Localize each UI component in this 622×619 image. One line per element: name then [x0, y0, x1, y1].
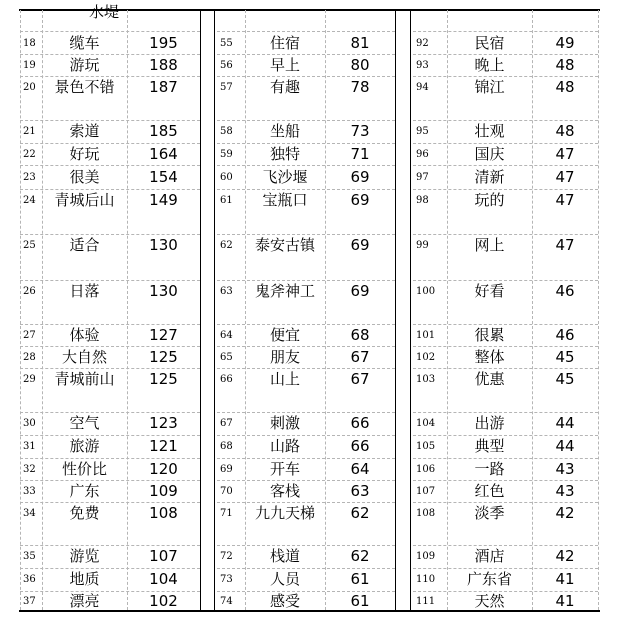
word-cell: 天然: [474, 592, 505, 610]
count-cell: 188: [149, 55, 178, 74]
word-cell: 国庆: [474, 144, 505, 163]
rank-cell: 25: [23, 240, 36, 251]
rank-cell: 20: [23, 82, 36, 93]
count-cell: 107: [149, 547, 178, 565]
rank-cell: 27: [23, 329, 36, 341]
count-cell: 195: [149, 33, 178, 52]
rank-cell: 72: [220, 551, 233, 562]
word-cell: 有趣: [269, 78, 300, 96]
count-cell: 48: [555, 55, 575, 74]
count-cell: 42: [555, 504, 575, 522]
rank-cell: 63: [220, 286, 233, 297]
right-edge: [598, 10, 599, 610]
word-cell: 一路: [474, 459, 505, 478]
word-cell: 日落: [69, 282, 100, 300]
word-cell: 青城前山: [54, 370, 115, 388]
rank-cell: 33: [23, 485, 36, 497]
count-cell: 61: [350, 570, 370, 588]
word-cell: 红色: [474, 481, 505, 500]
count-cell: 61: [350, 592, 370, 610]
count-cell: 69: [350, 282, 370, 300]
word-cell: 飞沙堰: [262, 167, 308, 186]
word-cell: 住宿: [269, 33, 300, 52]
word-cell: 免费: [69, 504, 100, 522]
word-cell: 优惠: [474, 370, 505, 388]
word-cell: 客栈: [269, 481, 300, 500]
rank-cell: 92: [416, 37, 429, 49]
count-cell: 187: [149, 78, 178, 96]
rank-cell: 28: [23, 351, 36, 363]
word-cell: 开车: [269, 459, 300, 478]
word-cell: 网上: [474, 236, 505, 254]
word-cell: 很美: [69, 167, 100, 186]
count-cell: 62: [350, 547, 370, 565]
count-cell: 44: [555, 414, 575, 432]
word-cell: 好看: [474, 282, 505, 300]
word-cell: 栈道: [269, 547, 300, 565]
rank-cell: 95: [416, 126, 429, 137]
count-cell: 164: [149, 144, 178, 163]
count-cell: 48: [555, 122, 575, 140]
rank-cell: 71: [220, 508, 233, 519]
rank-cell: 104: [416, 418, 436, 429]
rank-cell: 69: [220, 463, 233, 475]
word-cell: 坐船: [269, 122, 300, 140]
rank-cell: 36: [23, 574, 36, 585]
word-cell: 锦江: [474, 78, 505, 96]
word-cell: 索道: [69, 122, 100, 140]
count-cell: 125: [149, 370, 178, 388]
rank-cell: 110: [416, 574, 436, 585]
count-cell: 130: [149, 236, 178, 254]
rank-cell: 109: [416, 551, 436, 562]
count-cell: 44: [555, 437, 575, 455]
count-cell: 47: [555, 236, 575, 254]
rank-cell: 58: [220, 126, 233, 137]
word-cell: 泰安古镇: [254, 236, 315, 254]
word-cell: 晚上: [474, 55, 505, 74]
word-cell: 空气: [69, 414, 100, 432]
rank-cell: 21: [23, 126, 36, 137]
rank-cell: 18: [23, 37, 36, 49]
rank-cell: 55: [220, 37, 233, 49]
count-cell: 149: [149, 191, 178, 209]
rank-cell: 70: [220, 485, 233, 497]
count-cell: 67: [350, 347, 370, 366]
rank-cell: 31: [23, 441, 36, 452]
count-cell: 45: [555, 370, 575, 388]
rank-cell: 59: [220, 148, 233, 160]
word-cell: 游览: [69, 547, 100, 565]
rank-cell: 97: [416, 171, 429, 183]
rank-cell: 96: [416, 148, 429, 160]
word-cell: 很累: [474, 325, 505, 344]
count-cell: 46: [555, 325, 575, 344]
rank-cell: 24: [23, 195, 36, 206]
word-cell: 鬼斧神工: [254, 282, 315, 300]
rank-cell: 57: [220, 82, 233, 93]
word-cell: 便宜: [269, 325, 300, 344]
rank-cell: 61: [220, 195, 233, 206]
rank-cell: 30: [23, 418, 36, 429]
rank-cell: 65: [220, 351, 233, 363]
count-cell: 62: [350, 504, 370, 522]
top-fragment: 水堤: [88, 3, 119, 21]
count-cell: 42: [555, 547, 575, 565]
word-cell: 早上: [269, 55, 300, 74]
count-cell: 81: [350, 33, 370, 52]
rank-cell: 107: [416, 485, 436, 497]
word-cell: 民宿: [474, 33, 505, 52]
rank-cell: 108: [416, 508, 436, 519]
rank-cell: 74: [220, 596, 233, 607]
rank-cell: 102: [416, 351, 436, 363]
count-cell: 49: [555, 33, 575, 52]
rank-cell: 98: [416, 195, 429, 206]
word-cell: 淡季: [474, 504, 505, 522]
count-cell: 108: [149, 504, 178, 522]
word-cell: 感受: [269, 592, 300, 610]
count-cell: 78: [350, 78, 370, 96]
count-cell: 69: [350, 236, 370, 254]
count-cell: 66: [350, 414, 370, 432]
rank-cell: 94: [416, 82, 429, 93]
word-cell: 广东省: [466, 570, 512, 588]
count-cell: 68: [350, 325, 370, 344]
rank-cell: 22: [23, 148, 36, 160]
count-cell: 102: [149, 592, 178, 610]
word-cell: 体验: [69, 325, 100, 344]
count-cell: 48: [555, 78, 575, 96]
rank-cell: 19: [23, 59, 36, 71]
top-rule: [19, 9, 600, 11]
count-cell: 104: [149, 570, 178, 588]
section-divider: [395, 10, 396, 610]
count-cell: 41: [555, 570, 575, 588]
rank-cell: 34: [23, 508, 36, 519]
word-cell: 整体: [474, 347, 505, 366]
count-cell: 73: [350, 122, 370, 140]
count-cell: 63: [350, 481, 370, 500]
word-cell: 朋友: [269, 347, 300, 366]
word-cell: 性价比: [61, 459, 107, 478]
count-cell: 43: [555, 459, 575, 478]
rank-cell: 100: [416, 286, 436, 297]
word-cell: 地质: [69, 570, 100, 588]
word-cell: 壮观: [474, 122, 505, 140]
rank-cell: 26: [23, 286, 36, 297]
rank-cell: 64: [220, 329, 233, 341]
word-cell: 刺激: [269, 414, 300, 432]
count-cell: 123: [149, 414, 178, 432]
word-cell: 缆车: [69, 33, 100, 52]
word-cell: 人员: [269, 570, 300, 588]
count-cell: 69: [350, 167, 370, 186]
word-cell: 漂亮: [69, 592, 100, 610]
count-cell: 125: [149, 347, 178, 366]
rank-cell: 73: [220, 574, 233, 585]
word-cell: 山路: [269, 437, 300, 455]
word-cell: 出游: [474, 414, 505, 432]
rank-cell: 93: [416, 59, 429, 71]
word-cell: 旅游: [69, 437, 100, 455]
word-cell: 清新: [474, 167, 505, 186]
word-cell: 典型: [474, 437, 505, 455]
section-divider: [410, 10, 411, 610]
word-cell: 大自然: [61, 347, 107, 366]
rank-cell: 56: [220, 59, 233, 71]
count-cell: 127: [149, 325, 178, 344]
rank-cell: 67: [220, 418, 233, 429]
count-cell: 67: [350, 370, 370, 388]
rank-cell: 111: [416, 596, 436, 607]
count-cell: 130: [149, 282, 178, 300]
rank-cell: 66: [220, 374, 233, 385]
count-cell: 69: [350, 191, 370, 209]
word-cell: 宝瓶口: [262, 191, 308, 209]
count-cell: 45: [555, 347, 575, 366]
count-cell: 71: [350, 144, 370, 163]
section-divider: [214, 10, 215, 610]
count-cell: 80: [350, 55, 370, 74]
word-cell: 九九天梯: [254, 504, 315, 522]
count-cell: 109: [149, 481, 178, 500]
word-cell: 独特: [269, 144, 300, 163]
rank-cell: 101: [416, 329, 436, 341]
word-cell: 广东: [69, 481, 100, 500]
word-cell: 山上: [269, 370, 300, 388]
rank-cell: 29: [23, 374, 36, 385]
rank-cell: 103: [416, 374, 436, 385]
word-cell: 酒店: [474, 547, 505, 565]
count-cell: 66: [350, 437, 370, 455]
count-cell: 41: [555, 592, 575, 610]
word-cell: 玩的: [474, 191, 505, 209]
rank-cell: 32: [23, 463, 36, 475]
rank-cell: 99: [416, 240, 429, 251]
rank-cell: 62: [220, 240, 233, 251]
rank-cell: 23: [23, 171, 36, 183]
count-cell: 185: [149, 122, 178, 140]
rank-cell: 106: [416, 463, 436, 475]
count-cell: 154: [149, 167, 178, 186]
rank-cell: 60: [220, 171, 233, 183]
rank-cell: 105: [416, 441, 436, 452]
count-cell: 64: [350, 459, 370, 478]
rank-cell: 35: [23, 551, 36, 562]
rank-cell: 37: [23, 596, 36, 607]
word-cell: 游玩: [69, 55, 100, 74]
word-cell: 好玩: [69, 144, 100, 163]
count-cell: 47: [555, 144, 575, 163]
count-cell: 120: [149, 459, 178, 478]
word-cell: 景色不错: [54, 78, 115, 96]
count-cell: 121: [149, 437, 178, 455]
count-cell: 47: [555, 191, 575, 209]
word-cell: 适合: [69, 236, 100, 254]
section-divider: [200, 10, 201, 610]
word-cell: 青城后山: [54, 191, 115, 209]
rank-cell: 68: [220, 441, 233, 452]
count-cell: 47: [555, 167, 575, 186]
count-cell: 43: [555, 481, 575, 500]
count-cell: 46: [555, 282, 575, 300]
